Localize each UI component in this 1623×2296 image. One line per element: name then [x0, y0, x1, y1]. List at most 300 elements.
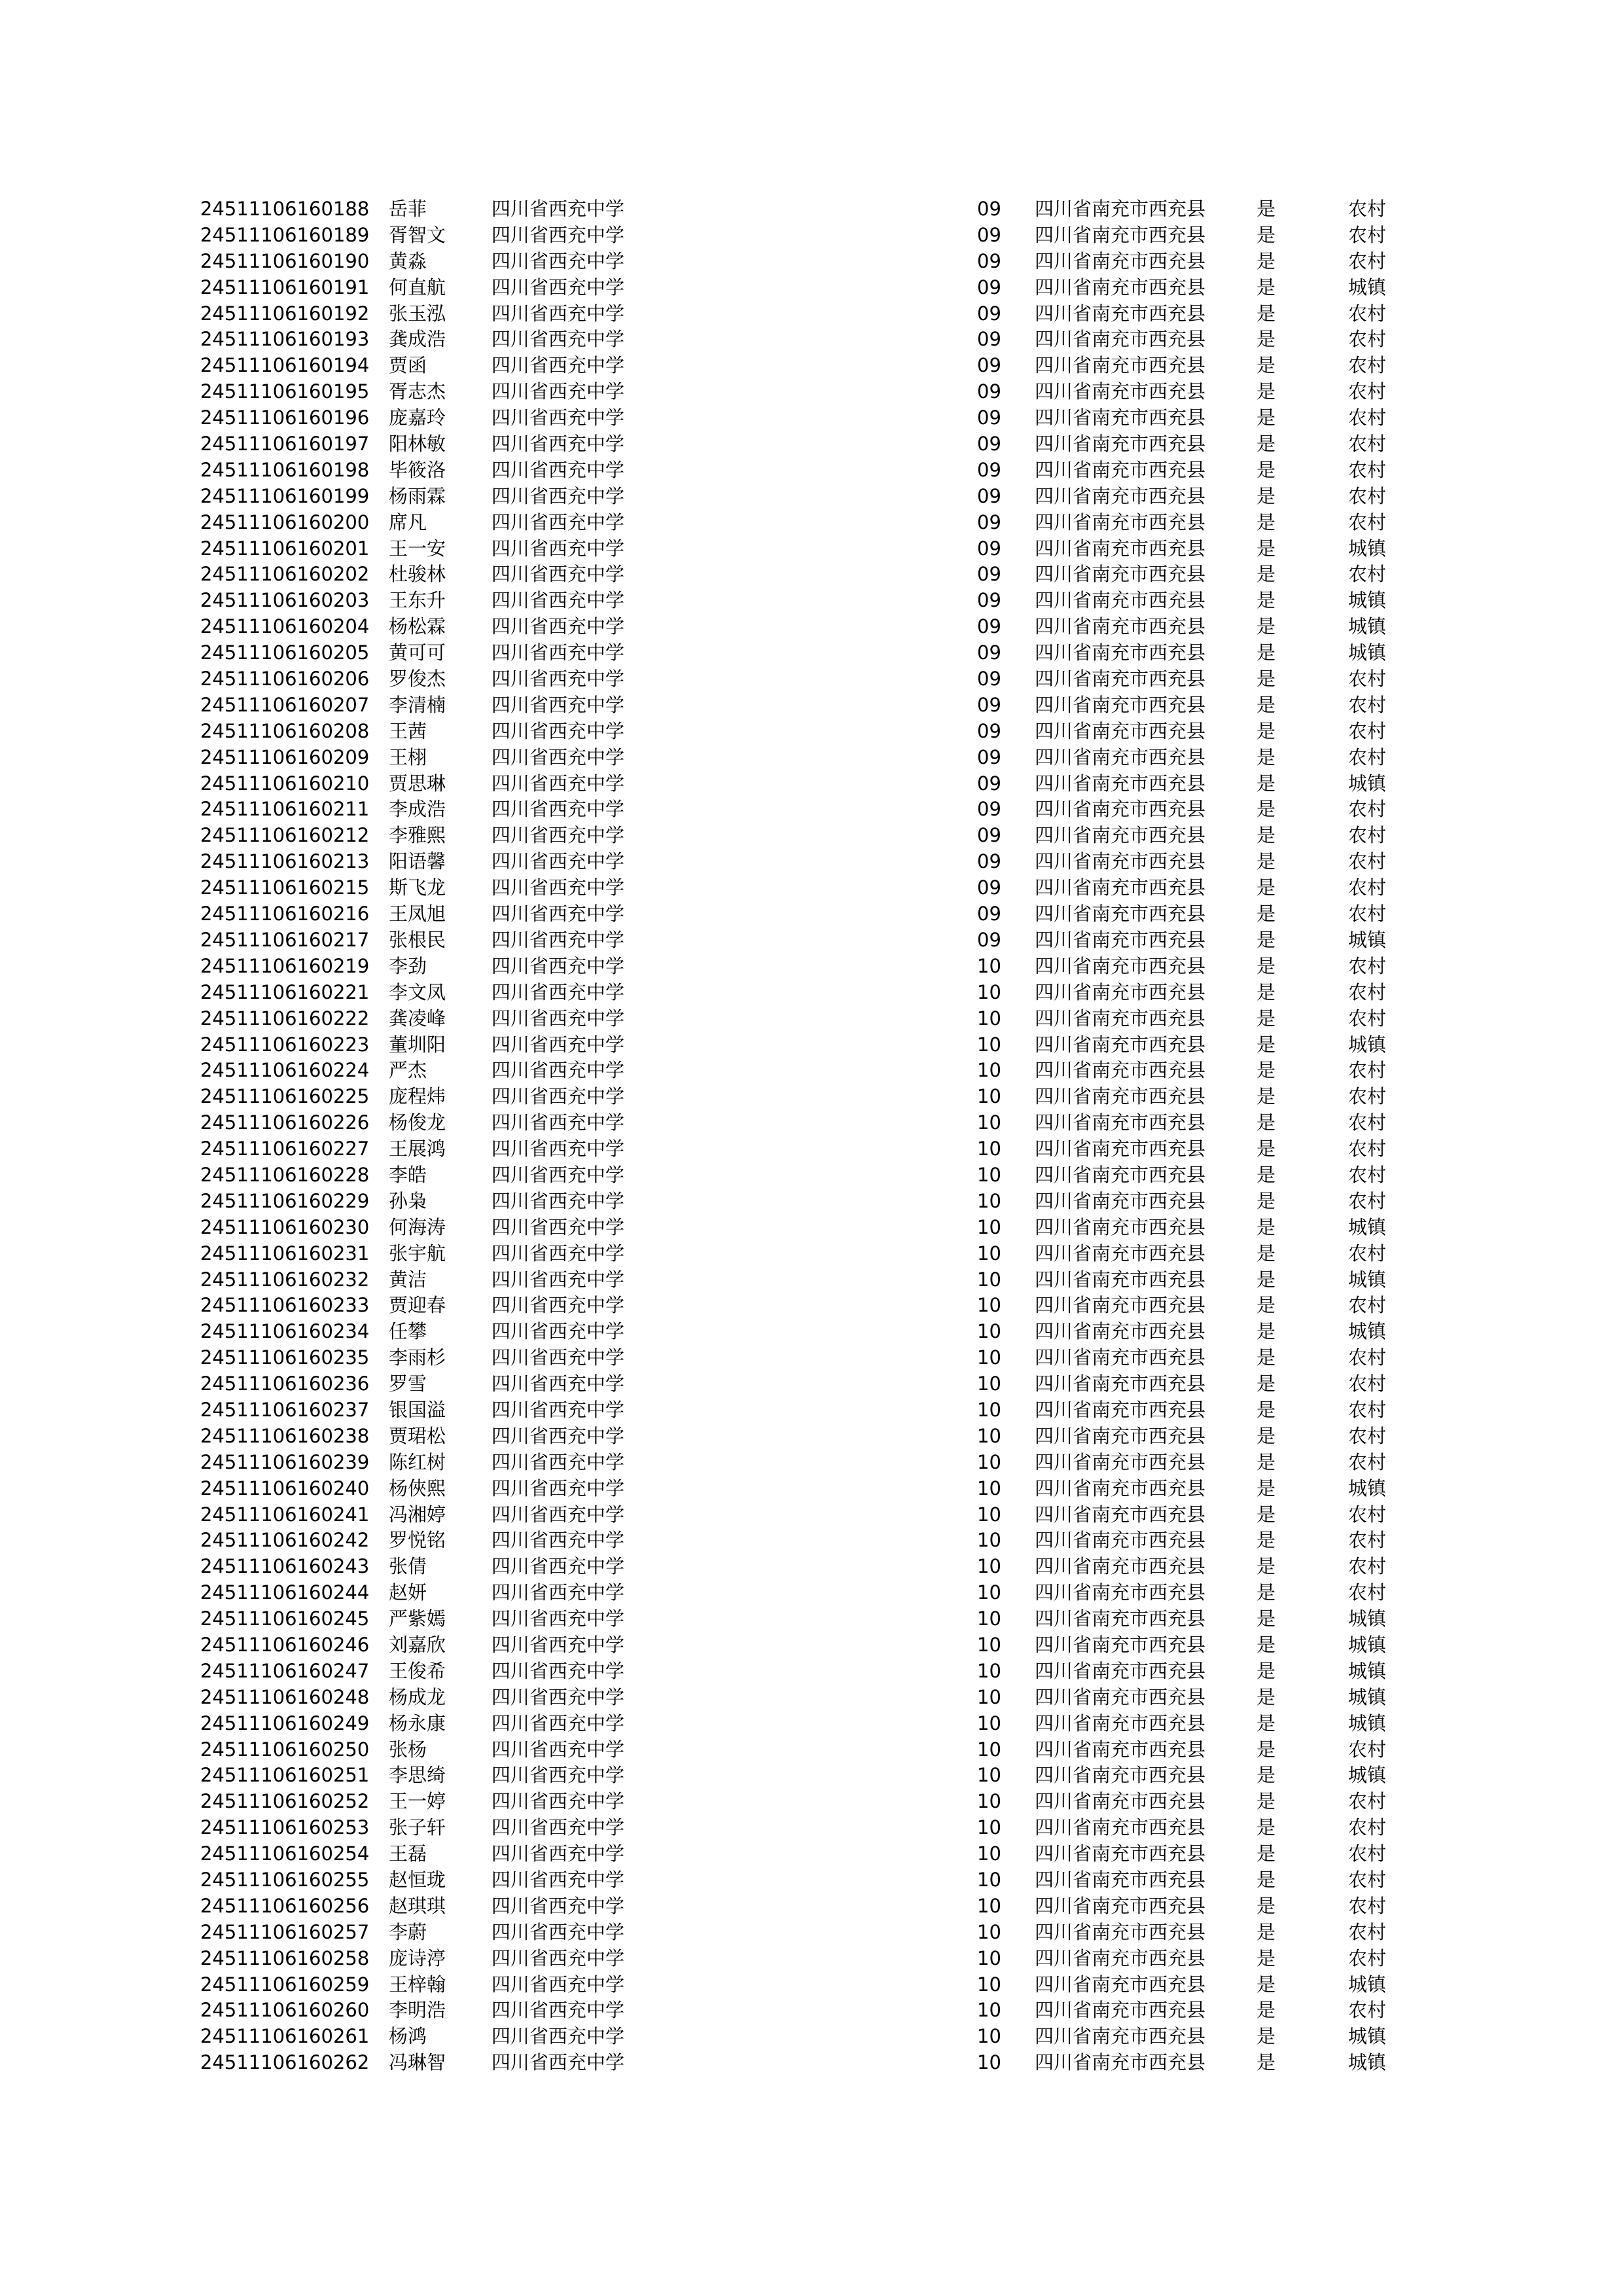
class-cell: 10 — [977, 1111, 1001, 1134]
school-cell: 四川省西充中学 — [491, 850, 625, 873]
student-name-cell: 胥志杰 — [389, 380, 446, 403]
residence-type-cell: 农村 — [1348, 850, 1387, 873]
residence-type-cell: 城镇 — [1348, 276, 1387, 298]
class-cell: 09 — [977, 641, 1001, 664]
residence-type-cell: 农村 — [1348, 954, 1387, 977]
table-row — [0, 1789, 1623, 1815]
class-cell: 10 — [977, 1424, 1001, 1447]
student-name-cell: 李雅熙 — [389, 824, 446, 847]
class-cell: 09 — [977, 876, 1001, 899]
region-cell: 四川省南充市西充县 — [1035, 328, 1206, 351]
student-id-cell: 24511106160260 — [200, 1999, 370, 2022]
school-cell: 四川省西充中学 — [491, 406, 625, 429]
student-name-cell: 李蔚 — [389, 1920, 427, 1943]
region-cell: 四川省南充市西充县 — [1035, 1085, 1206, 1108]
student-id-cell: 24511106160201 — [200, 537, 370, 560]
table-row — [0, 1580, 1623, 1606]
table-row — [0, 1763, 1623, 1789]
flag-cell: 是 — [1257, 276, 1276, 298]
table-row — [0, 1711, 1623, 1737]
table-row — [0, 1371, 1623, 1397]
flag-cell: 是 — [1257, 745, 1276, 768]
student-name-cell: 贾思琳 — [389, 772, 446, 795]
student-name-cell: 王东升 — [389, 589, 446, 612]
student-id-cell: 24511106160237 — [200, 1398, 370, 1421]
school-cell: 四川省西充中学 — [491, 1685, 625, 1708]
student-name-cell: 龚成浩 — [389, 328, 446, 351]
student-name-cell: 何海涛 — [389, 1215, 446, 1238]
region-cell: 四川省南充市西充县 — [1035, 1946, 1206, 1969]
class-cell: 10 — [977, 1581, 1001, 1604]
table-row — [0, 196, 1623, 223]
flag-cell: 是 — [1257, 328, 1276, 351]
residence-type-cell: 农村 — [1348, 745, 1387, 768]
region-cell: 四川省南充市西充县 — [1035, 1320, 1206, 1343]
residence-type-cell: 城镇 — [1348, 2025, 1387, 2048]
student-name-cell: 贾函 — [389, 354, 427, 377]
class-cell: 09 — [977, 433, 1001, 456]
class-cell: 10 — [977, 1555, 1001, 1578]
table-row — [0, 1737, 1623, 1763]
region-cell: 四川省南充市西充县 — [1035, 589, 1206, 612]
school-cell: 四川省西充中学 — [491, 1581, 625, 1604]
student-name-cell: 黄可可 — [389, 641, 446, 664]
student-name-cell: 王梓翰 — [389, 1973, 446, 1996]
student-id-cell: 24511106160253 — [200, 1816, 370, 1839]
region-cell: 四川省南充市西充县 — [1035, 903, 1206, 925]
student-id-cell: 24511106160206 — [200, 668, 370, 691]
class-cell: 09 — [977, 484, 1001, 507]
residence-type-cell: 城镇 — [1348, 1659, 1387, 1682]
residence-type-cell: 农村 — [1348, 511, 1387, 533]
table-row — [0, 1476, 1623, 1502]
table-row — [0, 1450, 1623, 1476]
class-cell: 09 — [977, 589, 1001, 612]
school-cell: 四川省西充中学 — [491, 198, 625, 220]
student-name-cell: 罗俊杰 — [389, 668, 446, 691]
student-id-cell: 24511106160255 — [200, 1869, 370, 1891]
region-cell: 四川省南充市西充县 — [1035, 1869, 1206, 1891]
school-cell: 四川省西充中学 — [491, 1242, 625, 1265]
class-cell: 10 — [977, 1215, 1001, 1238]
table-row — [0, 1241, 1623, 1267]
student-name-cell: 王一婷 — [389, 1790, 446, 1813]
residence-type-cell: 城镇 — [1348, 1685, 1387, 1708]
table-row — [0, 797, 1623, 823]
student-name-cell: 张子轩 — [389, 1816, 446, 1839]
table-row — [0, 1998, 1623, 2024]
table-row — [0, 1267, 1623, 1293]
student-name-cell: 庞程炜 — [389, 1085, 446, 1108]
school-cell: 四川省西充中学 — [491, 249, 625, 272]
student-name-cell: 杨鸿 — [389, 2025, 427, 2048]
student-name-cell: 庞诗渟 — [389, 1946, 446, 1969]
class-cell: 09 — [977, 198, 1001, 220]
residence-type-cell: 农村 — [1348, 1894, 1387, 1917]
region-cell: 四川省南充市西充县 — [1035, 772, 1206, 795]
region-cell: 四川省南充市西充县 — [1035, 249, 1206, 272]
region-cell: 四川省南充市西充县 — [1035, 1712, 1206, 1734]
student-name-cell: 陈红树 — [389, 1450, 446, 1473]
flag-cell: 是 — [1257, 1816, 1276, 1839]
student-name-cell: 张玉泓 — [389, 302, 446, 325]
student-id-cell: 24511106160207 — [200, 693, 370, 716]
student-name-cell: 赵琪琪 — [389, 1894, 446, 1917]
residence-type-cell: 农村 — [1348, 1346, 1387, 1369]
flag-cell: 是 — [1257, 928, 1276, 951]
class-cell: 10 — [977, 1294, 1001, 1317]
student-id-cell: 24511106160196 — [200, 406, 370, 429]
table-row — [0, 745, 1623, 771]
student-name-cell: 杨雨霖 — [389, 484, 446, 507]
region-cell: 四川省南充市西充县 — [1035, 2025, 1206, 2048]
school-cell: 四川省西充中学 — [491, 1450, 625, 1473]
school-cell: 四川省西充中学 — [491, 1424, 625, 1447]
class-cell: 09 — [977, 903, 1001, 925]
student-name-cell: 张杨 — [389, 1738, 427, 1761]
student-name-cell: 严杰 — [389, 1059, 427, 1082]
student-id-cell: 24511106160223 — [200, 1033, 370, 1056]
region-cell: 四川省南充市西充县 — [1035, 1007, 1206, 1030]
table-row — [0, 849, 1623, 875]
school-cell: 四川省西充中学 — [491, 1529, 625, 1552]
region-cell: 四川省南充市西充县 — [1035, 433, 1206, 456]
school-cell: 四川省西充中学 — [491, 433, 625, 456]
student-name-cell: 龚凌峰 — [389, 1007, 446, 1030]
flag-cell: 是 — [1257, 903, 1276, 925]
class-cell: 10 — [977, 1450, 1001, 1473]
region-cell: 四川省南充市西充县 — [1035, 1242, 1206, 1265]
region-cell: 四川省南充市西充县 — [1035, 1581, 1206, 1604]
student-id-cell: 24511106160261 — [200, 2025, 370, 2048]
flag-cell: 是 — [1257, 1529, 1276, 1552]
school-cell: 四川省西充中学 — [491, 2051, 625, 2074]
class-cell: 09 — [977, 223, 1001, 246]
residence-type-cell: 农村 — [1348, 1999, 1387, 2022]
class-cell: 09 — [977, 302, 1001, 325]
student-id-cell: 24511106160189 — [200, 223, 370, 246]
records-table — [0, 196, 1623, 2076]
residence-type-cell: 农村 — [1348, 563, 1387, 586]
residence-type-cell: 农村 — [1348, 1790, 1387, 1813]
region-cell: 四川省南充市西充县 — [1035, 1189, 1206, 1212]
student-id-cell: 24511106160254 — [200, 1842, 370, 1865]
student-name-cell: 任攀 — [389, 1320, 427, 1343]
table-row — [0, 1972, 1623, 1998]
table-row — [0, 379, 1623, 405]
region-cell: 四川省南充市西充县 — [1035, 1816, 1206, 1839]
flag-cell: 是 — [1257, 511, 1276, 533]
class-cell: 10 — [977, 1764, 1001, 1787]
flag-cell: 是 — [1257, 850, 1276, 873]
class-cell: 09 — [977, 615, 1001, 638]
residence-type-cell: 农村 — [1348, 1163, 1387, 1186]
student-name-cell: 李皓 — [389, 1163, 427, 1186]
residence-type-cell: 农村 — [1348, 1294, 1387, 1317]
student-id-cell: 24511106160219 — [200, 954, 370, 977]
student-name-cell: 杨俊龙 — [389, 1111, 446, 1134]
class-cell: 10 — [977, 1607, 1001, 1630]
student-id-cell: 24511106160222 — [200, 1007, 370, 1030]
school-cell: 四川省西充中学 — [491, 2025, 625, 2048]
residence-type-cell: 农村 — [1348, 1946, 1387, 1969]
student-id-cell: 24511106160210 — [200, 772, 370, 795]
residence-type-cell: 城镇 — [1348, 1215, 1387, 1238]
residence-type-cell: 农村 — [1348, 249, 1387, 272]
flag-cell: 是 — [1257, 1346, 1276, 1369]
student-id-cell: 24511106160204 — [200, 615, 370, 638]
class-cell: 09 — [977, 458, 1001, 481]
residence-type-cell: 农村 — [1348, 1503, 1387, 1526]
residence-type-cell: 农村 — [1348, 302, 1387, 325]
table-row — [0, 1815, 1623, 1841]
flag-cell: 是 — [1257, 1163, 1276, 1186]
table-row — [0, 588, 1623, 614]
school-cell: 四川省西充中学 — [491, 1215, 625, 1238]
student-id-cell: 24511106160259 — [200, 1973, 370, 1996]
school-cell: 四川省西充中学 — [491, 1920, 625, 1943]
table-row — [0, 1528, 1623, 1554]
residence-type-cell: 农村 — [1348, 1059, 1387, 1082]
residence-type-cell: 农村 — [1348, 824, 1387, 847]
student-id-cell: 24511106160232 — [200, 1268, 370, 1291]
class-cell: 10 — [977, 1503, 1001, 1526]
class-cell: 09 — [977, 928, 1001, 951]
flag-cell: 是 — [1257, 1790, 1276, 1813]
school-cell: 四川省西充中学 — [491, 1738, 625, 1761]
flag-cell: 是 — [1257, 1764, 1276, 1787]
class-cell: 09 — [977, 406, 1001, 429]
student-name-cell: 李思绮 — [389, 1764, 446, 1787]
school-cell: 四川省西充中学 — [491, 1007, 625, 1030]
residence-type-cell: 农村 — [1348, 1189, 1387, 1212]
flag-cell: 是 — [1257, 302, 1276, 325]
class-cell: 09 — [977, 563, 1001, 586]
student-id-cell: 24511106160195 — [200, 380, 370, 403]
class-cell: 09 — [977, 328, 1001, 351]
flag-cell: 是 — [1257, 798, 1276, 821]
student-id-cell: 24511106160257 — [200, 1920, 370, 1943]
student-name-cell: 严紫嫣 — [389, 1607, 446, 1630]
residence-type-cell: 农村 — [1348, 1581, 1387, 1604]
student-name-cell: 何直航 — [389, 276, 446, 298]
flag-cell: 是 — [1257, 693, 1276, 716]
residence-type-cell: 农村 — [1348, 668, 1387, 691]
residence-type-cell: 农村 — [1348, 1529, 1387, 1552]
table-row — [0, 353, 1623, 379]
student-name-cell: 王展鸿 — [389, 1138, 446, 1160]
class-cell: 09 — [977, 668, 1001, 691]
residence-type-cell: 农村 — [1348, 1085, 1387, 1108]
table-row — [0, 536, 1623, 562]
table-row — [0, 666, 1623, 692]
school-cell: 四川省西充中学 — [491, 1633, 625, 1656]
school-cell: 四川省西充中学 — [491, 1894, 625, 1917]
student-name-cell: 王一安 — [389, 537, 446, 560]
residence-type-cell: 农村 — [1348, 876, 1387, 899]
flag-cell: 是 — [1257, 433, 1276, 456]
class-cell: 10 — [977, 1529, 1001, 1552]
class-cell: 10 — [977, 1790, 1001, 1813]
school-cell: 四川省西充中学 — [491, 1764, 625, 1787]
residence-type-cell: 农村 — [1348, 903, 1387, 925]
class-cell: 10 — [977, 980, 1001, 1003]
region-cell: 四川省南充市西充县 — [1035, 563, 1206, 586]
school-cell: 四川省西充中学 — [491, 641, 625, 664]
student-id-cell: 24511106160233 — [200, 1294, 370, 1317]
region-cell: 四川省南充市西充县 — [1035, 1999, 1206, 2022]
student-name-cell: 贾迎春 — [389, 1294, 446, 1317]
region-cell: 四川省南充市西充县 — [1035, 1607, 1206, 1630]
region-cell: 四川省南充市西充县 — [1035, 668, 1206, 691]
class-cell: 10 — [977, 1842, 1001, 1865]
student-id-cell: 24511106160200 — [200, 511, 370, 533]
class-cell: 10 — [977, 1372, 1001, 1395]
student-id-cell: 24511106160205 — [200, 641, 370, 664]
student-id-cell: 24511106160199 — [200, 484, 370, 507]
region-cell: 四川省南充市西充县 — [1035, 693, 1206, 716]
region-cell: 四川省南充市西充县 — [1035, 223, 1206, 246]
class-cell: 09 — [977, 354, 1001, 377]
region-cell: 四川省南充市西充县 — [1035, 380, 1206, 403]
class-cell: 10 — [977, 1059, 1001, 1082]
table-row — [0, 1032, 1623, 1058]
class-cell: 10 — [977, 1946, 1001, 1969]
residence-type-cell: 农村 — [1348, 1372, 1387, 1395]
student-name-cell: 席凡 — [389, 511, 427, 533]
school-cell: 四川省西充中学 — [491, 1033, 625, 1056]
residence-type-cell: 农村 — [1348, 328, 1387, 351]
class-cell: 10 — [977, 1659, 1001, 1682]
student-name-cell: 毕筱洛 — [389, 458, 446, 481]
class-cell: 09 — [977, 772, 1001, 795]
student-id-cell: 24511106160188 — [200, 198, 370, 220]
student-name-cell: 王凤旭 — [389, 903, 446, 925]
student-id-cell: 24511106160262 — [200, 2051, 370, 2074]
school-cell: 四川省西充中学 — [491, 1059, 625, 1082]
flag-cell: 是 — [1257, 1111, 1276, 1134]
school-cell: 四川省西充中学 — [491, 1268, 625, 1291]
flag-cell: 是 — [1257, 537, 1276, 560]
flag-cell: 是 — [1257, 198, 1276, 220]
flag-cell: 是 — [1257, 1215, 1276, 1238]
flag-cell: 是 — [1257, 1659, 1276, 1682]
residence-type-cell: 农村 — [1348, 198, 1387, 220]
student-name-cell: 冯琳智 — [389, 2051, 446, 2074]
flag-cell: 是 — [1257, 2025, 1276, 2048]
student-id-cell: 24511106160224 — [200, 1059, 370, 1082]
flag-cell: 是 — [1257, 406, 1276, 429]
table-row — [0, 954, 1623, 980]
flag-cell: 是 — [1257, 1007, 1276, 1030]
table-row — [0, 1946, 1623, 1972]
flag-cell: 是 — [1257, 1424, 1276, 1447]
class-cell: 10 — [977, 1894, 1001, 1917]
residence-type-cell: 农村 — [1348, 1555, 1387, 1578]
class-cell: 09 — [977, 850, 1001, 873]
flag-cell: 是 — [1257, 223, 1276, 246]
table-row — [0, 692, 1623, 719]
student-name-cell: 孙枭 — [389, 1189, 427, 1212]
residence-type-cell: 城镇 — [1348, 772, 1387, 795]
region-cell: 四川省南充市西充县 — [1035, 1346, 1206, 1369]
flag-cell: 是 — [1257, 824, 1276, 847]
table-row — [0, 1006, 1623, 1032]
table-row — [0, 1215, 1623, 1241]
flag-cell: 是 — [1257, 1450, 1276, 1473]
region-cell: 四川省南充市西充县 — [1035, 980, 1206, 1003]
student-id-cell: 24511106160229 — [200, 1189, 370, 1212]
student-id-cell: 24511106160239 — [200, 1450, 370, 1473]
table-row — [0, 431, 1623, 457]
student-id-cell: 24511106160197 — [200, 433, 370, 456]
region-cell: 四川省南充市西充县 — [1035, 1503, 1206, 1526]
school-cell: 四川省西充中学 — [491, 1816, 625, 1839]
region-cell: 四川省南充市西充县 — [1035, 954, 1206, 977]
flag-cell: 是 — [1257, 589, 1276, 612]
student-id-cell: 24511106160240 — [200, 1477, 370, 1499]
class-cell: 10 — [977, 1346, 1001, 1369]
student-name-cell: 张根民 — [389, 928, 446, 951]
student-id-cell: 24511106160250 — [200, 1738, 370, 1761]
region-cell: 四川省南充市西充县 — [1035, 824, 1206, 847]
residence-type-cell: 农村 — [1348, 693, 1387, 716]
region-cell: 四川省南充市西充县 — [1035, 1555, 1206, 1578]
region-cell: 四川省南充市西充县 — [1035, 1268, 1206, 1291]
region-cell: 四川省南充市西充县 — [1035, 1059, 1206, 1082]
table-row — [0, 1424, 1623, 1450]
class-cell: 10 — [977, 1033, 1001, 1056]
school-cell: 四川省西充中学 — [491, 1163, 625, 1186]
region-cell: 四川省南充市西充县 — [1035, 1529, 1206, 1552]
student-id-cell: 24511106160227 — [200, 1138, 370, 1160]
student-id-cell: 24511106160244 — [200, 1581, 370, 1604]
region-cell: 四川省南充市西充县 — [1035, 798, 1206, 821]
residence-type-cell: 城镇 — [1348, 641, 1387, 664]
class-cell: 09 — [977, 249, 1001, 272]
school-cell: 四川省西充中学 — [491, 798, 625, 821]
residence-type-cell: 城镇 — [1348, 928, 1387, 951]
residence-type-cell: 农村 — [1348, 223, 1387, 246]
class-cell: 10 — [977, 1085, 1001, 1108]
region-cell: 四川省南充市西充县 — [1035, 1138, 1206, 1160]
residence-type-cell: 农村 — [1348, 484, 1387, 507]
region-cell: 四川省南充市西充县 — [1035, 1372, 1206, 1395]
region-cell: 四川省南充市西充县 — [1035, 458, 1206, 481]
school-cell: 四川省西充中学 — [491, 1973, 625, 1996]
school-cell: 四川省西充中学 — [491, 668, 625, 691]
student-id-cell: 24511106160243 — [200, 1555, 370, 1578]
student-name-cell: 罗悦铭 — [389, 1529, 446, 1552]
region-cell: 四川省南充市西充县 — [1035, 537, 1206, 560]
region-cell: 四川省南充市西充县 — [1035, 354, 1206, 377]
school-cell: 四川省西充中学 — [491, 1659, 625, 1682]
class-cell: 10 — [977, 1268, 1001, 1291]
school-cell: 四川省西充中学 — [491, 1138, 625, 1160]
student-name-cell: 黄淼 — [389, 249, 427, 272]
student-id-cell: 24511106160221 — [200, 980, 370, 1003]
region-cell: 四川省南充市西充县 — [1035, 276, 1206, 298]
school-cell: 四川省西充中学 — [491, 615, 625, 638]
school-cell: 四川省西充中学 — [491, 876, 625, 899]
flag-cell: 是 — [1257, 954, 1276, 977]
region-cell: 四川省南充市西充县 — [1035, 1163, 1206, 1186]
flag-cell: 是 — [1257, 1581, 1276, 1604]
residence-type-cell: 城镇 — [1348, 1633, 1387, 1656]
table-row — [0, 1685, 1623, 1711]
school-cell: 四川省西充中学 — [491, 484, 625, 507]
school-cell: 四川省西充中学 — [491, 1503, 625, 1526]
